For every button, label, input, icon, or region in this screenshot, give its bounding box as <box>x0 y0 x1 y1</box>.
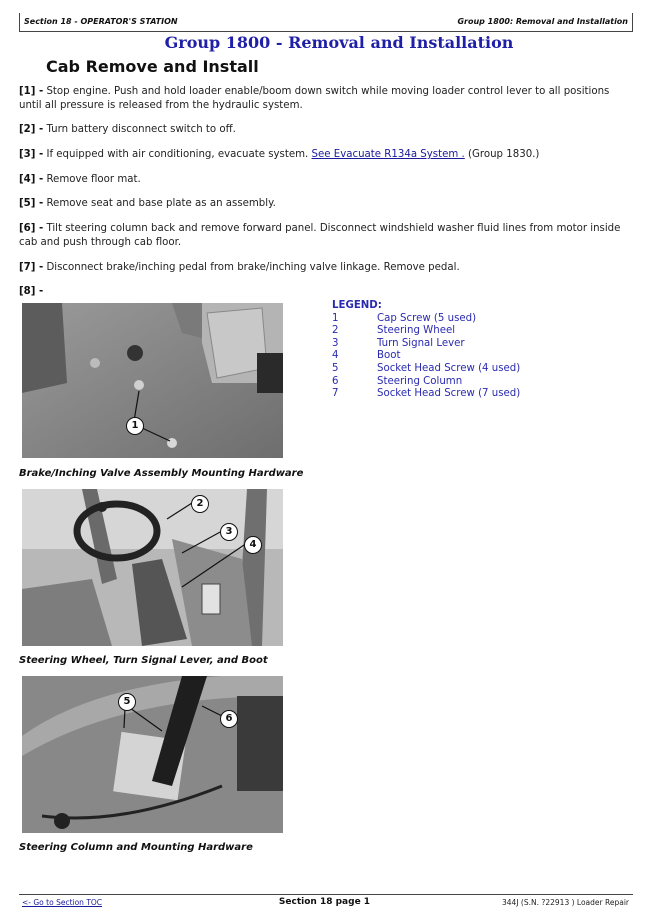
legend-title: LEGEND: <box>332 300 382 311</box>
step-text: Turn battery disconnect switch to off. <box>46 124 236 135</box>
legend-item: 6 Steering Column <box>332 375 463 387</box>
step-text: Tilt steering column back and remove forward panel. Disconnect windshield washer fluid lines from motor inside cab and push through cab floor. <box>19 223 621 248</box>
callout-5: 5 <box>118 693 136 711</box>
cab-floor-photo-illustration <box>22 303 283 458</box>
figure-caption: Steering Column and Mounting Hardware <box>19 842 253 853</box>
step-text: Stop engine. Push and hold loader enable/boom down switch while moving loader control lever to all positions until all pressure is released from the hydraulic system. <box>19 86 610 111</box>
header-divider <box>19 31 633 32</box>
step-text: Disconnect brake/inching pedal from brake/inching valve linkage. Remove pedal. <box>46 262 460 273</box>
running-header-group: Group 1800: Removal and Installation <box>457 13 633 31</box>
callout-2: 2 <box>191 495 209 513</box>
step-text: If equipped with air conditioning, evacuate system. <box>46 149 309 160</box>
step-text-after: (Group 1830.) <box>468 149 540 160</box>
step-1 <box>19 85 629 113</box>
step-2 <box>19 123 629 137</box>
photo-steering-wheel <box>22 489 283 646</box>
callout-6: 6 <box>220 710 238 728</box>
step-5 <box>19 197 629 211</box>
figure-caption: Brake/Inching Valve Assembly Mounting Hardware <box>19 468 304 479</box>
step-8 <box>19 285 629 299</box>
photo-brake-inching-valve <box>22 303 283 458</box>
figure-caption: Steering Wheel, Turn Signal Lever, and Boot <box>19 655 268 666</box>
step-number: [3] - <box>19 149 44 160</box>
step-number: [1] - <box>19 86 44 97</box>
step-number: [2] - <box>19 124 44 135</box>
step-number: [8] - <box>19 286 44 297</box>
evacuate-r134a-link[interactable]: See Evacuate R134a System . <box>311 149 465 160</box>
legend-item: 2 Steering Wheel <box>332 325 456 337</box>
steering-column-photo-illustration <box>22 676 283 833</box>
group-title: Group 1800 - Removal and Installation <box>164 33 514 52</box>
step-7 <box>19 261 629 275</box>
step-number: [4] - <box>19 174 44 185</box>
step-4 <box>19 173 629 187</box>
callout-1: 1 <box>126 417 144 435</box>
callout-4: 4 <box>244 536 262 554</box>
step-number: [7] - <box>19 262 44 273</box>
go-to-section-toc-link[interactable]: <- Go to Section TOC <box>22 898 103 907</box>
legend <box>332 300 520 401</box>
legend-item: 5 Socket Head Screw (4 used) <box>332 362 521 374</box>
page-title: Cab Remove and Install <box>46 57 259 76</box>
step-number: [6] - <box>19 223 44 234</box>
running-header-section: Section 18 - OPERATOR'S STATION <box>19 13 178 31</box>
step-3 <box>19 148 629 162</box>
footer-divider <box>19 894 633 895</box>
legend-item: 3 Turn Signal Lever <box>332 337 465 349</box>
step-text: Remove floor mat. <box>46 174 141 185</box>
step-number: [5] - <box>19 198 44 209</box>
step-6 <box>19 222 629 250</box>
legend-item: 1 Cap Screw (5 used) <box>332 312 477 324</box>
legend-item: 4 Boot <box>332 350 401 362</box>
legend-item: 7 Socket Head Screw (7 used) <box>332 388 521 400</box>
callout-3: 3 <box>220 523 238 541</box>
step-text: Remove seat and base plate as an assembly. <box>46 198 276 209</box>
photo-steering-column <box>22 676 283 833</box>
footer-page-number: Section 18 page 1 <box>278 897 371 907</box>
steering-wheel-photo-illustration <box>22 489 283 646</box>
footer-manual-title: 344J (S.N. ?22913 ) Loader Repair <box>502 898 629 907</box>
